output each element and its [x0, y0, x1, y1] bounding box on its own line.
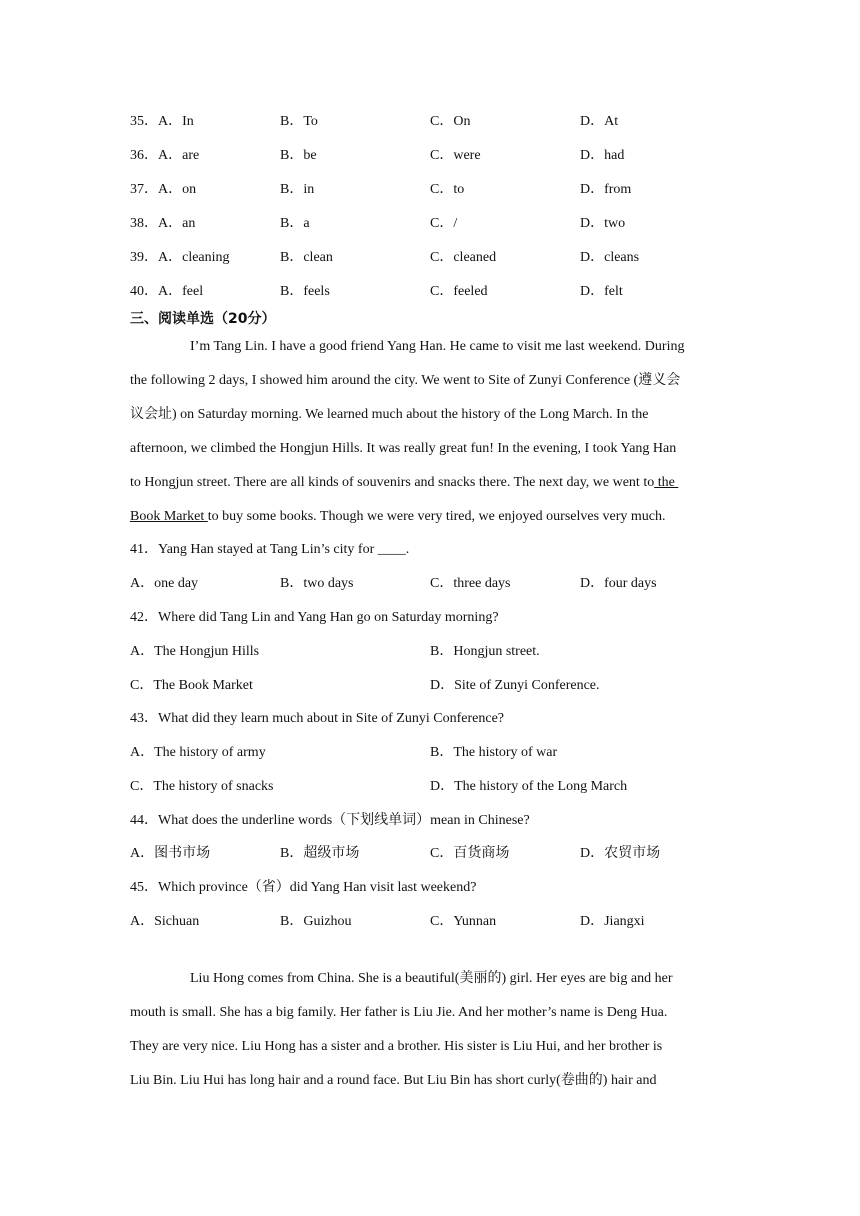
question-43-stem: 43．What did they learn much about in Site of Zunyi Conference? — [130, 711, 505, 726]
reading-passage-2 — [130, 962, 730, 1098]
question-44-stem: 44．What does the underline words（下划线单词）mean in Chinese? — [130, 813, 530, 828]
option-b: B．be — [280, 148, 317, 163]
passage-line — [130, 500, 730, 534]
question-45-stem: 45．Which province（省）did Yang Han visit last weekend? — [130, 880, 477, 895]
option-d: D．Jiangxi — [580, 914, 645, 929]
option-d: D．cleans — [580, 250, 640, 265]
question-39-options — [130, 241, 730, 275]
question-41-stem: 41．Yang Han stayed at Tang Lin’s city for ____. — [130, 542, 410, 557]
option-a-text: A．feel — [158, 284, 204, 299]
option-b: B．feels — [280, 284, 330, 299]
option-c: C．百货商场 — [430, 846, 510, 861]
option-b: B．clean — [280, 250, 333, 265]
option-b: B．a — [280, 216, 310, 231]
question-number: 35 — [130, 114, 144, 129]
option-a: 35．A．In — [130, 114, 194, 129]
option-b: B．The history of war — [430, 745, 558, 760]
option-c: C．were — [430, 148, 481, 163]
question-number: 38 — [130, 216, 144, 231]
option-a: A．Sichuan — [130, 914, 200, 929]
option-d: D．from — [580, 182, 632, 197]
question-40-options — [130, 275, 730, 309]
option-c: C．cleaned — [430, 250, 497, 265]
underlined-words: the — [654, 475, 679, 490]
option-c: C．/ — [430, 216, 458, 231]
passage-line: afternoon, we climbed the Hongjun Hills. It was really great fun! In the evening, I took Yang Han — [130, 441, 677, 456]
question-41-options — [130, 567, 730, 601]
passage-line: Liu Bin. Liu Hui has long hair and a round face. But Liu Bin has short curly(卷曲的) hair and — [130, 1073, 657, 1088]
option-a: 39．A．cleaning — [130, 250, 230, 265]
question-45-options — [130, 905, 730, 939]
option-b: B．To — [280, 114, 318, 129]
option-a: 37．A．on — [130, 182, 197, 197]
passage-line: Liu Hong comes from China. She is a beautiful(美丽的) girl. Her eyes are big and her — [190, 971, 673, 986]
question-42-options-ab — [130, 635, 730, 669]
question-43-options-ab — [130, 736, 730, 770]
passage-line: mouth is small. She has a big family. Her father is Liu Jie. And her mother’s name is Deng Hua. — [130, 1005, 668, 1020]
option-c: C．Yunnan — [430, 914, 497, 929]
option-d: D．At — [580, 114, 619, 129]
option-b: B．two days — [280, 576, 354, 591]
option-a: 40．A．feel — [130, 284, 204, 299]
option-a-text: A．In — [158, 114, 194, 129]
option-b: B．in — [280, 182, 315, 197]
passage-line: 议会址) on Saturday morning. We learned much about the history of the Long March. In the — [130, 407, 649, 422]
option-c: C．The history of snacks — [130, 779, 274, 794]
passage-line-text: to buy some books. Though we were very tired, we enjoyed ourselves very much. — [207, 509, 666, 524]
option-c: C．The Book Market — [130, 678, 253, 693]
question-number: 37 — [130, 182, 144, 197]
option-c: C．to — [430, 182, 465, 197]
option-d: D．Site of Zunyi Conference. — [430, 678, 600, 693]
option-b: B．Hongjun street. — [430, 644, 540, 659]
option-d: D．The history of the Long March — [430, 779, 628, 794]
passage-line-text: to Hongjun street. There are all kinds of souvenirs and snacks there. The next day, we went to — [130, 475, 655, 490]
question-36-options — [130, 139, 730, 173]
option-a: A．one day — [130, 576, 199, 591]
question-42-stem: 42．Where did Tang Lin and Yang Han go on Saturday morning? — [130, 610, 499, 625]
underlined-words: Book Market — [130, 509, 208, 524]
option-c: C．On — [430, 114, 471, 129]
option-a-text: A．are — [158, 148, 200, 163]
passage-line: I’m Tang Lin. I have a good friend Yang Han. He came to visit me last weekend. During — [190, 339, 685, 354]
option-a: A．The history of army — [130, 745, 266, 760]
option-d: D．felt — [580, 284, 623, 299]
option-a-text: A．an — [158, 216, 196, 231]
passage-line: the following 2 days, I showed him around the city. We went to Site of Zunyi Conference (遵义会 — [130, 373, 681, 388]
passage-line: They are very nice. Liu Hong has a sister and a brother. His sister is Liu Hui, and her brother is — [130, 1039, 663, 1054]
option-a: 36．A．are — [130, 148, 200, 163]
option-a: 38．A．an — [130, 216, 196, 231]
question-37-options — [130, 173, 730, 207]
option-b: B．Guizhou — [280, 914, 352, 929]
option-a: A．The Hongjun Hills — [130, 644, 260, 659]
option-c: C．feeled — [430, 284, 488, 299]
question-number: 40 — [130, 284, 144, 299]
option-d: D．four days — [580, 576, 657, 591]
question-number: 39 — [130, 250, 144, 265]
option-a-text: A．on — [158, 182, 197, 197]
reading-passage-1 — [130, 330, 730, 534]
question-number: 36 — [130, 148, 144, 163]
option-a-text: A．cleaning — [158, 250, 230, 265]
passage-line — [130, 466, 730, 500]
question-43-options-cd — [130, 770, 730, 804]
question-35-options — [130, 105, 730, 139]
question-38-options — [130, 207, 730, 241]
option-c: C．three days — [430, 576, 511, 591]
option-d: D．农贸市场 — [580, 846, 661, 861]
question-42-options-cd — [130, 669, 730, 703]
option-d: D．had — [580, 148, 625, 163]
option-d: D．two — [580, 216, 626, 231]
option-b: B．超级市场 — [280, 846, 360, 861]
option-a: A．图书市场 — [130, 846, 211, 861]
section-heading: 三、阅读单选（20分） — [130, 311, 276, 327]
question-44-options — [130, 837, 730, 871]
